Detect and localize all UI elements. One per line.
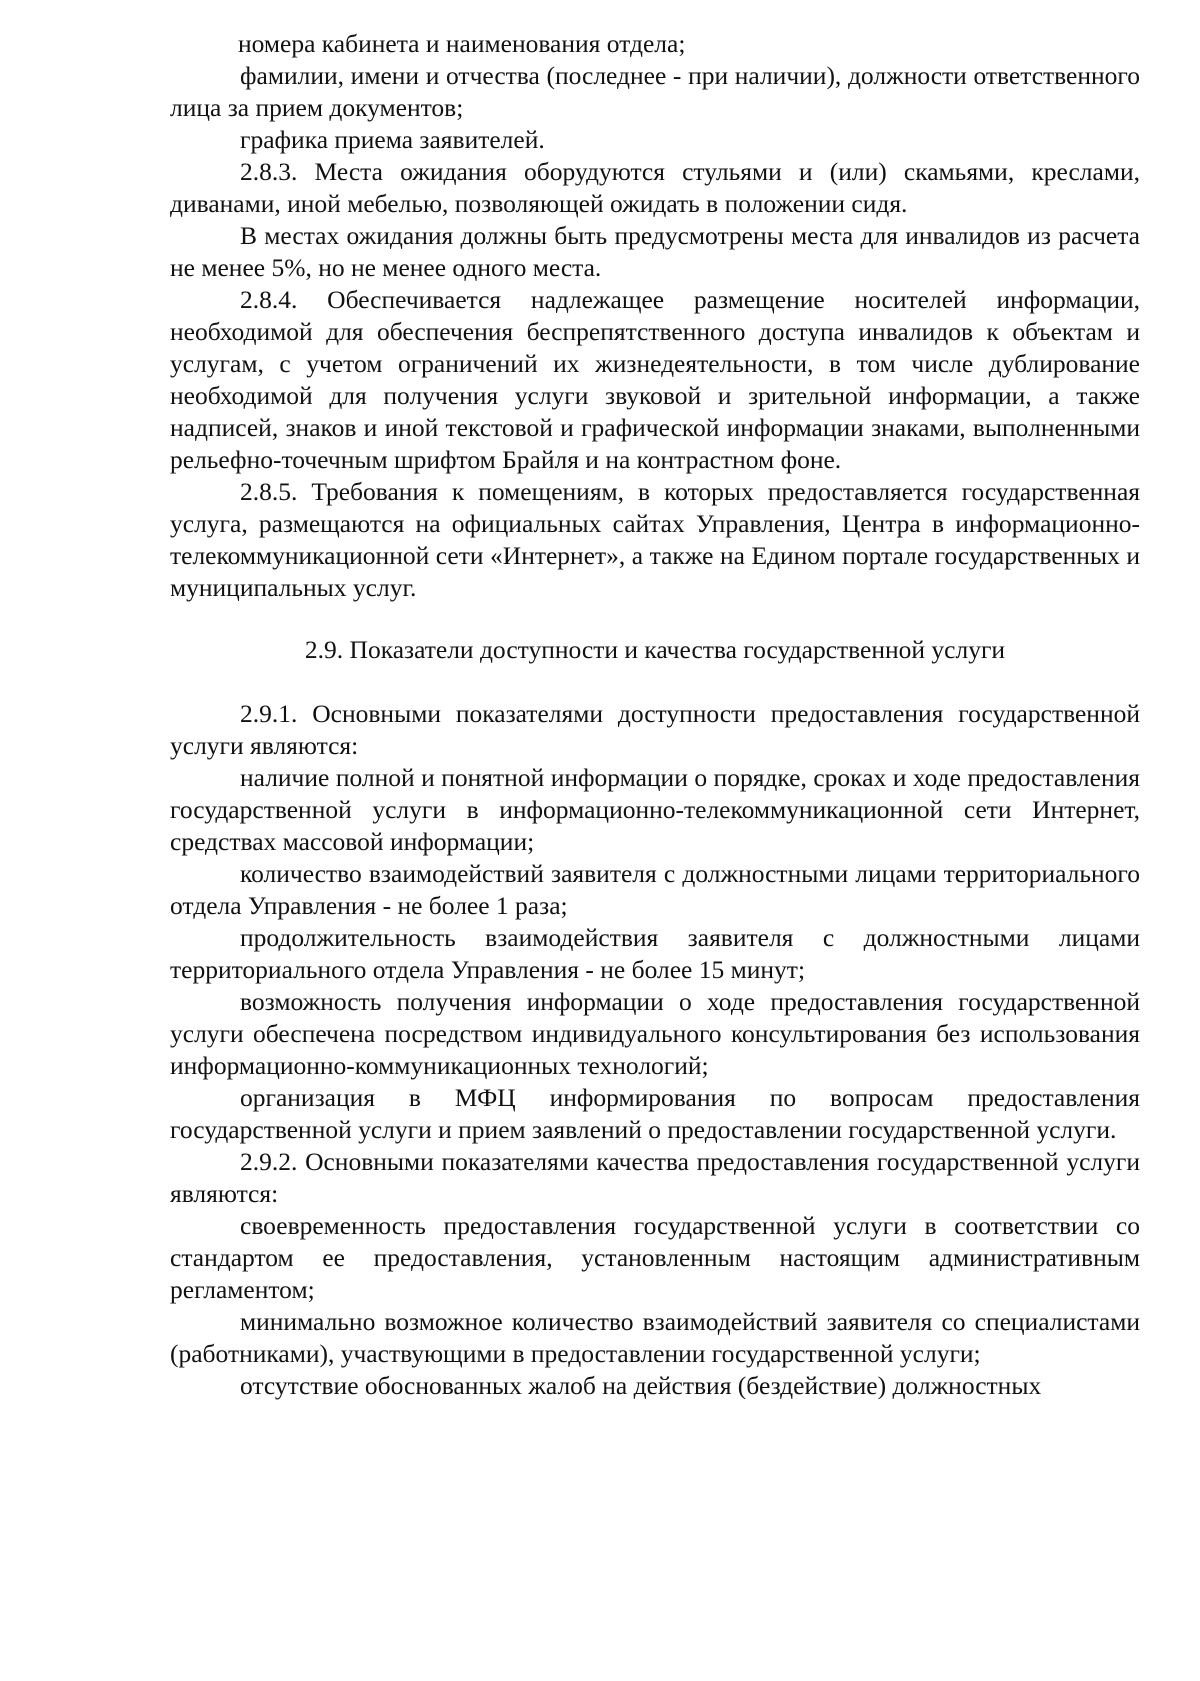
paragraph-individual-consulting: возможность получения информации о ходе предоставления государственной услуги обеспечена посредством индивидуального консультирования без использования информационно-коммуникационных технологий; [170,987,1140,1080]
paragraph-2-9-1: 2.9.1. Основными показателями доступности предоставления государственной услуги являются: [170,699,1140,760]
section-heading: 2.9. Показатели доступности и качества государственной услуги [304,635,1006,664]
paragraph-2-8-3: 2.8.3. Места ожидания оборудуются стульями и (или) скамьями, креслами, диванами, иной мебелью, позволяющей ожидать в положении сидя. [170,157,1140,218]
paragraph-2-8-5: 2.8.5. Требования к помещениям, в которых предоставляется государственная услуга, размещаются на официальных сайтах Управления, Центра в информационно-телекоммуникационной сети «Интернет», а также на Едином портале государственных и муниципальных услуг. [170,477,1140,602]
paragraph-no-complaints: отсутствие обоснованных жалоб на действия (бездействие) должностных [240,1371,1042,1400]
paragraph-2-9-2: 2.9.2. Основными показателями качества предоставления государственной услуги являются: [170,1147,1140,1208]
document-page [170,28,1140,1402]
paragraph-timeliness: своевременность предоставления государственной услуги в соответствии со стандартом ее предоставления, установленным настоящим административным регламентом; [170,1211,1140,1304]
paragraph-responsible-person: фамилии, имени и отчества (последнее - при наличии), должности ответственного лица за прием документов; [170,61,1140,122]
paragraph-interaction-duration: продолжительность взаимодействия заявителя с должностными лицами территориального отдела Управления - не более 15 минут; [170,923,1140,984]
paragraph-2-8-4: 2.8.4. Обеспечивается надлежащее размещение носителей информации, необходимой для обеспечения беспрепятственного доступа инвалидов к объектам и услугам, с учетом ограничений их жизнедеятельности, в том числе дублирование необходимой для получения услуги звуковой и зрительной информации, а также надписей, знаков и иной текстовой и графической информации знаками, выполненными рельефно-точечным шрифтом Брайля и на контрастном фоне. [170,285,1140,474]
paragraph-disabled-seats: В местах ожидания должны быть предусмотрены места для инвалидов из расчета не менее 5%, но не менее одного места. [170,221,1140,282]
paragraph-reception-schedule: графика приема заявителей. [240,125,545,154]
paragraph-interactions-count: количество взаимодействий заявителя с должностными лицами территориального отдела Управления - не более 1 раза; [170,859,1140,920]
paragraph-minimal-interactions: минимально возможное количество взаимодействий заявителя со специалистами (работниками), участвующими в предоставлении государственной услуги; [170,1307,1140,1368]
paragraph-information-availability: наличие полной и понятной информации о порядке, сроках и ходе предоставления государственной услуги в информационно-телекоммуникационной сети Интернет, средствах массовой информации; [170,763,1140,856]
paragraph-mfc-informing: организация в МФЦ информирования по вопросам предоставления государственной услуги и прием заявлений о предоставлении государственной услуги. [170,1083,1140,1144]
paragraph-office-number: номера кабинета и наименования отдела; [238,29,686,58]
